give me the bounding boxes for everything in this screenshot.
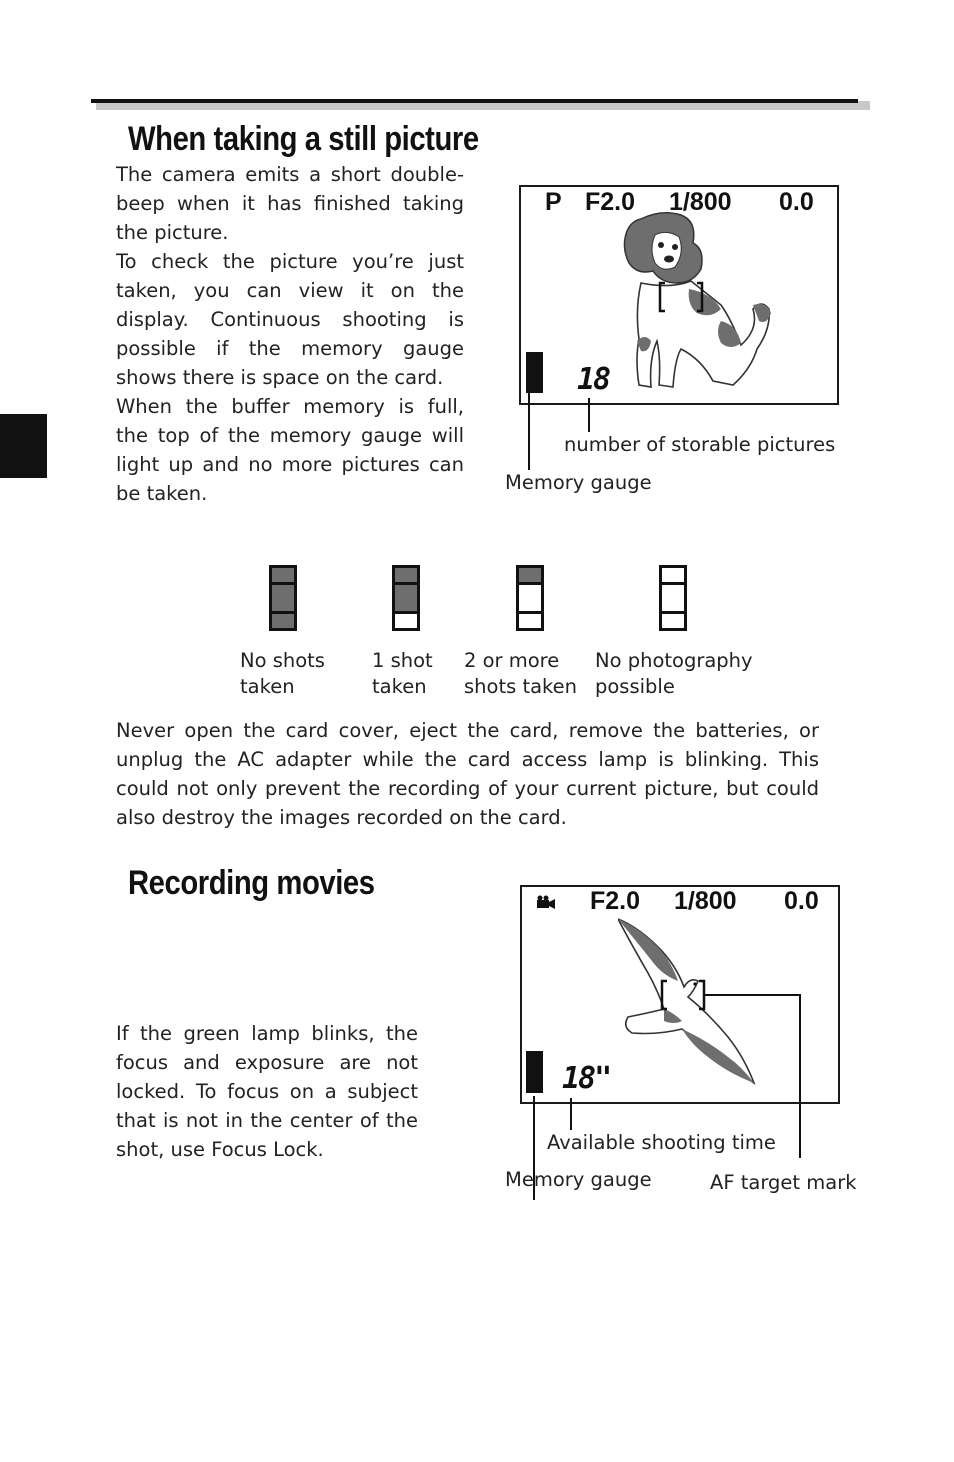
lcd-exposure: 0.0 [784, 887, 819, 915]
lcd-shooting-time: 18" [562, 1061, 611, 1096]
gauge-cell [519, 614, 541, 628]
gauge-cell [395, 568, 417, 582]
gauge-leader-line [528, 392, 530, 470]
movies-heading: Recording movies [128, 864, 375, 902]
gauge-caption-line: 1 shot [372, 649, 433, 672]
gauge-caption [595, 648, 753, 700]
movie-camera-icon [536, 895, 556, 911]
gauge-caption-line: shots taken [464, 675, 578, 698]
af-target-callout: AF target mark [710, 1171, 857, 1194]
lcd-shutter: 1/800 [674, 887, 737, 915]
gauge-caption-line: No shots [240, 649, 325, 672]
gauge-caption [240, 648, 325, 700]
gauge-cell [519, 585, 541, 611]
gauge-caption [372, 648, 433, 700]
lcd-mode: P [545, 188, 562, 216]
lcd-memory-gauge [526, 352, 543, 393]
gauge-caption [464, 648, 577, 700]
af-target-mark-icon [657, 281, 705, 313]
gauge-cell [395, 585, 417, 611]
lcd-exposure: 0.0 [779, 188, 814, 216]
gauge-cell [662, 614, 684, 628]
memory-gauge-callout: Memory gauge [505, 1168, 652, 1191]
movies-text: If the green lamp blinks, the focus and exposure are not locked. To focus on a subject that is not in the center of the shot, use Focus Lock. [116, 1022, 418, 1161]
lcd-aperture: F2.0 [585, 188, 636, 216]
time-leader-line [570, 1098, 572, 1130]
gauge-cell [272, 585, 294, 611]
af-leader-line [703, 994, 799, 996]
chapter-tab [0, 414, 47, 478]
gauge-caption-line: taken [240, 675, 295, 698]
warning-text: Never open the card cover, eject the card, remove the batteries, or unplug the AC adapter while the card access lamp is blinking. This could not only prevent the recording of your current picture, but could also destroy the images recorded on the card. [116, 719, 819, 829]
storable-callout: number of storable pictures [564, 433, 836, 456]
gauge-one-shot [392, 565, 420, 631]
gauge-cell [272, 614, 294, 628]
lcd-shutter: 1/800 [669, 188, 732, 216]
still-paragraph: To check the picture you’re just taken, you can view it on the display. Continuous shooting is possible if the memory gauge shows there is space on the card. [116, 250, 464, 389]
gauge-caption-line: possible [595, 675, 675, 698]
still-paragraph: When the buffer memory is full, the top of the memory gauge will light up and no more pictures can be taken. [116, 395, 464, 505]
still-heading: When taking a still picture [128, 120, 479, 158]
gauge-no-photography [659, 565, 687, 631]
header-rule [91, 99, 858, 103]
still-lcd-screen [519, 185, 839, 405]
memory-gauge-callout: Memory gauge [505, 471, 652, 494]
shooting-time-callout: Available shooting time [547, 1131, 776, 1154]
still-paragraph: The camera emits a short double-beep when it has finished taking the picture. [116, 163, 464, 244]
still-text [116, 160, 464, 508]
af-leader-line [799, 994, 801, 1158]
lcd-aperture: F2.0 [590, 887, 641, 915]
lcd-memory-gauge [526, 1051, 543, 1093]
gauge-cell [662, 585, 684, 611]
gauge-two-or-more [516, 565, 544, 631]
gauge-caption-line: 2 or more [464, 649, 560, 672]
af-target-mark-icon [659, 979, 707, 1011]
gauge-caption-line: taken [372, 675, 427, 698]
lcd-storable-count: 18 [577, 362, 610, 397]
gauge-cell [662, 568, 684, 582]
gauge-no-shots [269, 565, 297, 631]
gauge-cell [272, 568, 294, 582]
storable-leader-line [588, 398, 590, 432]
gauge-cell [395, 614, 417, 628]
gauge-caption-line: No photography [595, 649, 753, 672]
gauge-cell [519, 568, 541, 582]
